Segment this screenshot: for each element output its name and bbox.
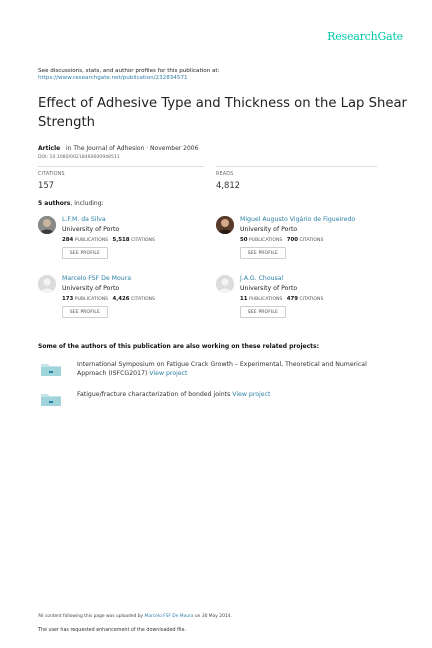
avatar[interactable] <box>38 216 56 234</box>
article-title: Effect of Adhesive Type and Thickness on the Lap Shear Strength <box>38 96 407 130</box>
citations-count: 157 <box>38 180 54 190</box>
authors-suffix: , including: <box>70 200 104 207</box>
see-profile-button[interactable]: SEE PROFILE <box>240 247 286 259</box>
researchgate-logo[interactable]: ResearchGate <box>327 30 403 43</box>
author-card <box>38 216 223 266</box>
avatar[interactable] <box>216 216 234 234</box>
view-project-link[interactable]: View project <box>232 391 271 398</box>
author-photo-icon <box>38 216 56 234</box>
author-card <box>38 275 223 325</box>
author-institution: University of Porto <box>240 226 298 233</box>
divider <box>216 166 377 167</box>
see-profile-button[interactable]: SEE PROFILE <box>62 247 108 259</box>
author-name[interactable]: L.F.M. da Silva <box>62 216 106 223</box>
related-projects-heading: Some of the authors of this publication are also working on these related projects: <box>38 343 319 350</box>
reads-count: 4,812 <box>216 180 240 190</box>
author-institution: University of Porto <box>62 226 120 233</box>
upload-notice: All content following this page was uploaded by Marcelo FSF De Moura on 30 May 2014. <box>38 614 232 619</box>
project-title: International Symposium on Fatigue Crack Growth – Experimental, Theoretical and Numerical Approach (ISFCG2017) <box>77 361 367 377</box>
author-name[interactable]: Miguel Augusto Vigário de Figueiredo <box>240 216 356 223</box>
avatar[interactable] <box>38 275 56 293</box>
author-stats: 173 PUBLICATIONS 4,426 CITATIONS <box>62 296 155 302</box>
author-name[interactable]: J.A.G. Chousal <box>240 275 284 282</box>
uploader-link[interactable]: Marcelo FSF De Moura <box>144 614 194 619</box>
default-avatar-icon <box>216 275 234 293</box>
enhancement-note: The user has requested enhancement of the downloaded file. <box>38 628 186 633</box>
article-type: Article <box>38 145 61 152</box>
project-text <box>77 390 397 399</box>
see-profile-button[interactable]: SEE PROFILE <box>62 306 108 318</box>
related-project <box>38 360 398 384</box>
see-profile-button[interactable]: SEE PROFILE <box>240 306 286 318</box>
author-stats: 50 PUBLICATIONS 700 CITATIONS <box>240 237 324 243</box>
discussion-notice <box>38 68 219 82</box>
view-project-link[interactable]: View project <box>149 370 188 377</box>
default-avatar-icon <box>38 275 56 293</box>
reads-label: READS <box>216 172 234 177</box>
project-text <box>77 360 397 378</box>
article-meta <box>38 145 198 152</box>
project-title: Fatigue/fracture characterization of bonded joints <box>77 391 231 398</box>
avatar[interactable] <box>216 275 234 293</box>
authors-count: 5 authors <box>38 200 71 207</box>
journal-info: in The Journal of Adhesion · November 2006 <box>65 145 199 152</box>
related-project <box>38 390 398 410</box>
author-card <box>216 275 401 325</box>
project-folder-icon <box>41 392 61 406</box>
publication-url-link[interactable]: https://www.researchgate.net/publication/232834571 <box>38 75 188 81</box>
author-photo-icon <box>216 216 234 234</box>
project-folder-icon <box>41 362 61 376</box>
discussion-notice-text: See discussions, stats, and author profiles for this publication at: <box>38 68 220 74</box>
doi: DOI: 10.1080/00218460600948511 <box>38 155 120 160</box>
author-stats: 11 PUBLICATIONS 479 CITATIONS <box>240 296 324 302</box>
author-stats: 284 PUBLICATIONS 5,518 CITATIONS <box>62 237 155 243</box>
citations-label: CITATIONS <box>38 172 65 177</box>
authors-heading <box>38 200 104 207</box>
author-card <box>216 216 401 266</box>
divider <box>38 166 204 167</box>
author-name[interactable]: Marcelo FSF De Moura <box>62 275 132 282</box>
author-institution: University of Porto <box>240 285 298 292</box>
author-institution: University of Porto <box>62 285 120 292</box>
